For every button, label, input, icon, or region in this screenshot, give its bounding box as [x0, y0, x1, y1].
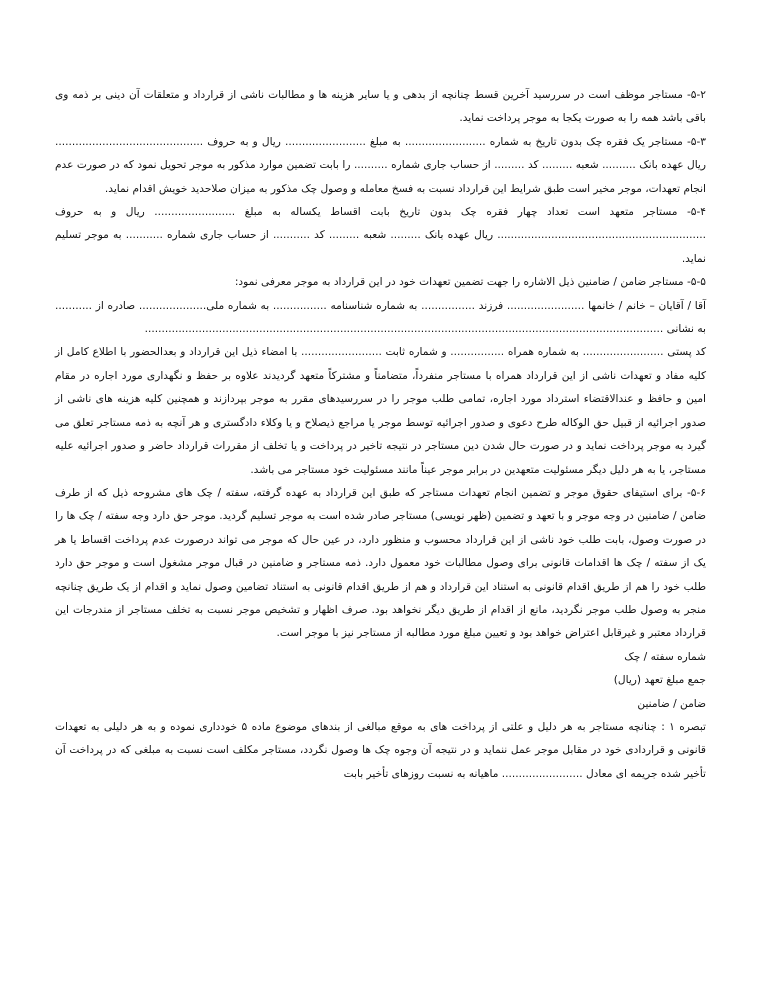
clause-5-6: ۵-۶- برای استیفای حقوق موجر و تضمین انجام تعهدات مستاجر که طبق این قرارداد به عهده گرفته، سفته / چک های مشروحه ذیل که از طرف ضامن / ضامنین در وجه موجر و با تعهد و تضمین (ظهر نویسی) مستاجر صادر شده است به موجر تسلیم گردید. موجر حق دارد وجه سفته / چک ها را در صورت وصول، بابت طلب خود ناشی از این قرارداد محسوب و منظور دارد، در عین حال که موجر می تواند درصورت عدم پرداخت اقساط یا هر یک از سفته / چک ها اقدامات قانونی برای وصول مطالبات خود معمول دارد. ذمه مستاجر و ضامنین در قبال موجر مشغول است و موجر حق دارد طلب خود را هم از طریق اقدام قانونی به استناد این قرارداد و هم از طریق اقدام قانونی به استناد تضامین وصول نماید و اقدام از یک طریق چنانچه منجر به وصول طلب موجر نگردید، مانع از اقدام از طریق دیگر نخواهد بود. صرف اظهار و تشخیص موجر نسبت به تخلف مستاجر از مندرجات این قرارداد معتبر و غیرقابل اعتراض خواهد بود و تعیین مبلغ مورد مطالبه از مستاجر نیز با موجر است.	[55, 486, 706, 640]
total-commitment-label: جمع مبلغ تعهد (ریال)	[613, 674, 706, 687]
clause-5-4: ۵-۴- مستاجر متعهد است تعداد چهار فقره چک بدون تاریخ بابت اقساط یکساله به مبلغ ........................ ریال و به حروف .............................................................. ریال عهده بانک ......... شعبه ......... کد ........... از حساب جاری شماره ........... به موجر تسلیم نماید.	[55, 206, 706, 265]
guarantor-obligations: کد پستی ........................ به شماره همراه ................ و شماره ثابت ........................ با امضاء ذیل این قرارداد و بعدالحضور با اطلاع کامل از کلیه مفاد و تعهدات ناشی از این قرارداد همراه با مستاجر منفرداً، متضامناً و مشترکاً متعهد گردیدند علاوه بر حفظ و نگهداری مورد اجاره در مقام امین و حافظ و عندالاقتضاء استرداد مورد اجاره، تمامی طلب موجر را در سررسیدهای مقرر به موجر بپردازند و همچنین کلیه هزینه های ناشی از صدور اجرائیه از قبیل حق الوکاله طرح دعوی و صدور اجرائیه توسط موجر یا مراجع ذیصلاح و یا وکلاء دادگستری و هر آنچه به ذمه مستاجر تعلق می گیرد به موجر پرداخت نماید و در صورت حال شدن دین مستاجر در نتیجه تاخیر در پرداخت و یا تخلف از مقررات قرارداد حاضر و صدور اجرائیه علیه مستاجر، یا به هر دلیل دیگر مسئولیت متعهدین در برابر موجر عیناً مانند مسئولیت خود مستاجر می باشد.	[55, 346, 706, 476]
clause-5-5: ۵-۵- مستاجر ضامن / ضامنین ذیل الاشاره را جهت تضمین تعهدات خود در این قرارداد به موجر معرفی نمود:	[234, 276, 706, 289]
guarantors-label: ضامن / ضامنین	[637, 697, 706, 710]
guarantor-identity-line: آقا / آقایان – خانم / خانمها ....................... فرزند ................ به شماره شناسنامه ................ به شماره ملی.................... صادره از ........... به نشانی ..........................................................................................................................................................	[55, 299, 706, 336]
document-body	[55, 84, 706, 786]
note-1: تبصره ۱ : چنانچه مستاجر به هر دلیل و علتی از پرداخت های به موقع مبالغی از بندهای موضوع ماده ۵ خودداری نموده و به هر دلیلی به تعهدات قانونی و قراردادی خود در مقابل موجر عمل ننماید و در نتیجه آن وجوه چک ها وصول نگردد، مستاجر مکلف است نسبت به مبلغی که در پرداخت آن تأخیر شده جریمه ای معادل ........................ ماهیانه به نسبت روزهای تأخیر بابت	[55, 720, 706, 780]
clause-5-3: ۵-۳- مستاجر یک فقره چک بدون تاریخ به شماره ........................ به مبلغ ........................ ریال و به حروف ............................................ ریال عهده بانک .......... شعبه ......... کد ......... از حساب جاری شماره .......... را بابت تضمین موارد مذکور به موجر تحویل نمود که در صورت عدم انجام تعهدات، موجر مخیر است طبق شرایط این قرارداد نسبت به فسخ معامله و وصول چک مذکور به میزان صلاحدید خویش اقدام نماید.	[55, 135, 706, 195]
promissory-note-number-label: شماره سفته / چک	[624, 650, 706, 663]
clause-5-2: ۵-۲- مستاجر موظف است در سررسید آخرین قسط چنانچه از بدهی و یا سایر هزینه ها و مطالبات ناشی از قرارداد و متعلقات آن دینی بر ذمه وی باقی باشد همه را به صورت یکجا به موجر پرداخت نماید.	[55, 89, 706, 125]
